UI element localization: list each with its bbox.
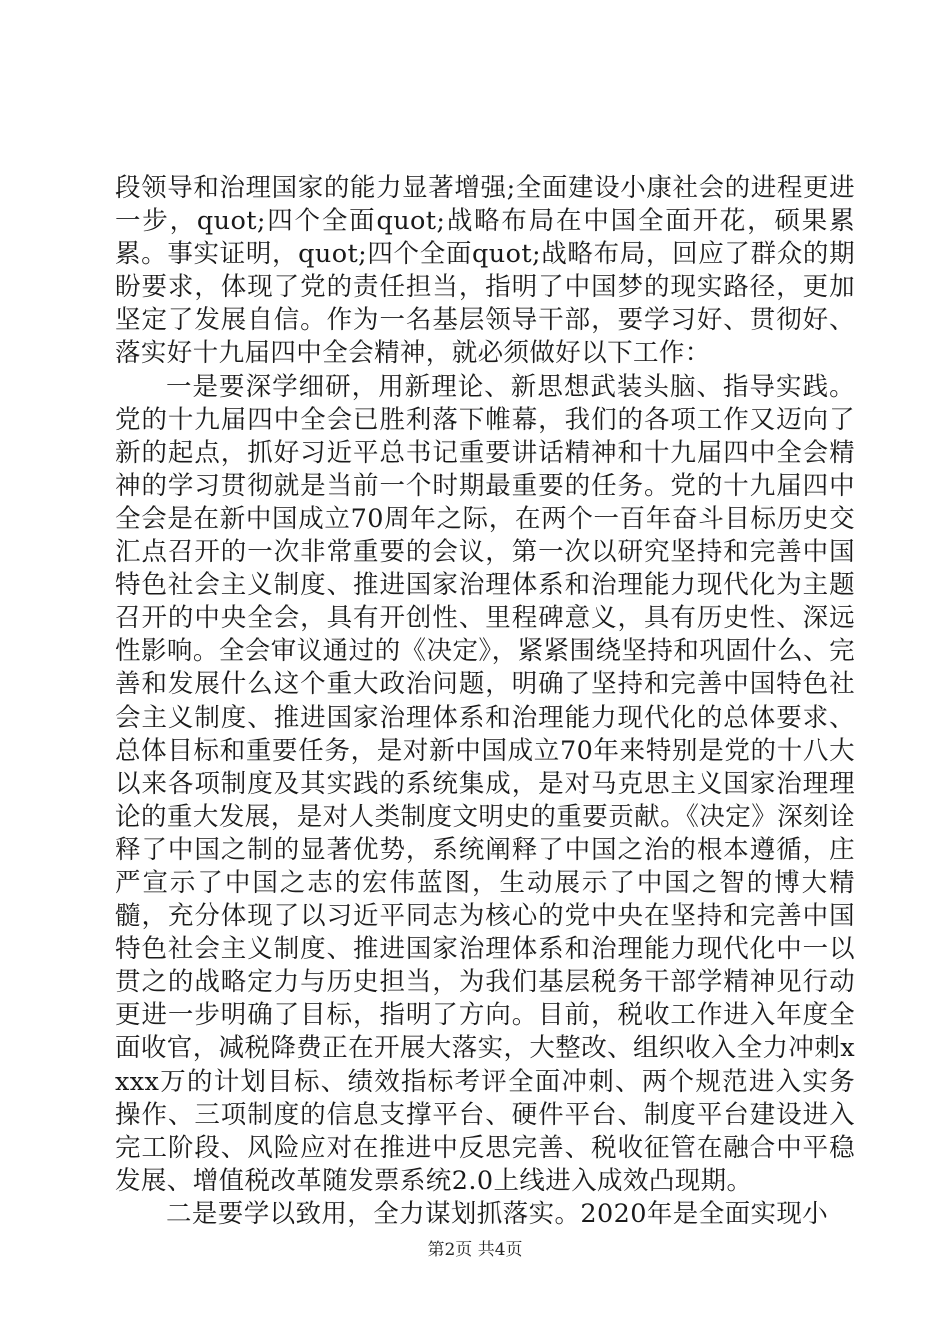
paragraph-point-two: 二是要学以致用，全力谋划抓落实。2020年是全面实现小 xyxy=(166,1198,829,1229)
body-text xyxy=(115,172,855,1231)
page-footer xyxy=(0,1240,950,1260)
page-number-label: 第2页 共4页 xyxy=(427,1240,523,1260)
paragraph-point-one: 一是要深学细研，用新理论、新思想武装头脑、指导实践。党的十九届四中全会已胜利落下帷幕，我们的各项工作又迈向了新的起点，抓好习近平总书记重要讲话精神和十九届四中全会精神的学习贯彻就是当前一个时期最重要的任务。党的十九届四中全会是在新中国成立70周年之际，在两个一百年奋斗目标历史交汇点召开的一次非常重要的会议，第一次以研究坚持和完善中国特色社会主义制度、推进国家治理体系和治理能力现代化为主题召开的中央全会，具有开创性、里程碑意义，具有历史性、深远性影响。全会审议通过的《决定》，紧紧围绕坚持和巩固什么、完善和发展什么这个重大政治问题，明确了坚持和完善中国特色社会主义制度、推进国家治理体系和治理能力现代化的总体要求、总体目标和重要任务，是对新中国成立70年来特别是党的十八大以来各项制度及其实践的系统集成，是对马克思主义国家治理理论的重大发展，是对人类制度文明史的重要贡献。《决定》深刻诠释了中国之制的显著优势，系统阐释了中国之治的根本遵循，庄严宣示了中国之志的宏伟蓝图，生动展示了中国之智的博大精髓，充分体现了以习近平同志为核心的党中央在坚持和完善中国特色社会主义制度、推进国家治理体系和治理能力现代化中一以贯之的战略定力与历史担当，为我们基层税务干部学精神见行动更进一步明确了目标，指明了方向。目前，税收工作进入年度全面收官，减税降费正在开展大落实，大整改、组织收入全力冲刺xxxx万的计划目标、绩效指标考评全面冲刺、两个规范进入实务操作、三项制度的信息支撑平台、硬件平台、制度平台建设进入完工阶段、风险应对在推进中反思完善、税收征管在融合中平稳发展、增值税改革随发票系统2.0上线进入成效凸现期。 xyxy=(115,371,855,1196)
paragraph-continuation: 段领导和治理国家的能力显著增强;全面建设小康社会的进程更进一步，quot;四个全面quot;战略布局在中国全面开花，硕果累累。事实证明，quot;四个全面quot;战略布局，回应了群众的期盼要求，体现了党的责任担当，指明了中国梦的现实路径，更加坚定了发展自信。作为一名基层领导干部，要学习好、贯彻好、落实好十九届四中全会精神，就必须做好以下工作： xyxy=(115,173,855,369)
